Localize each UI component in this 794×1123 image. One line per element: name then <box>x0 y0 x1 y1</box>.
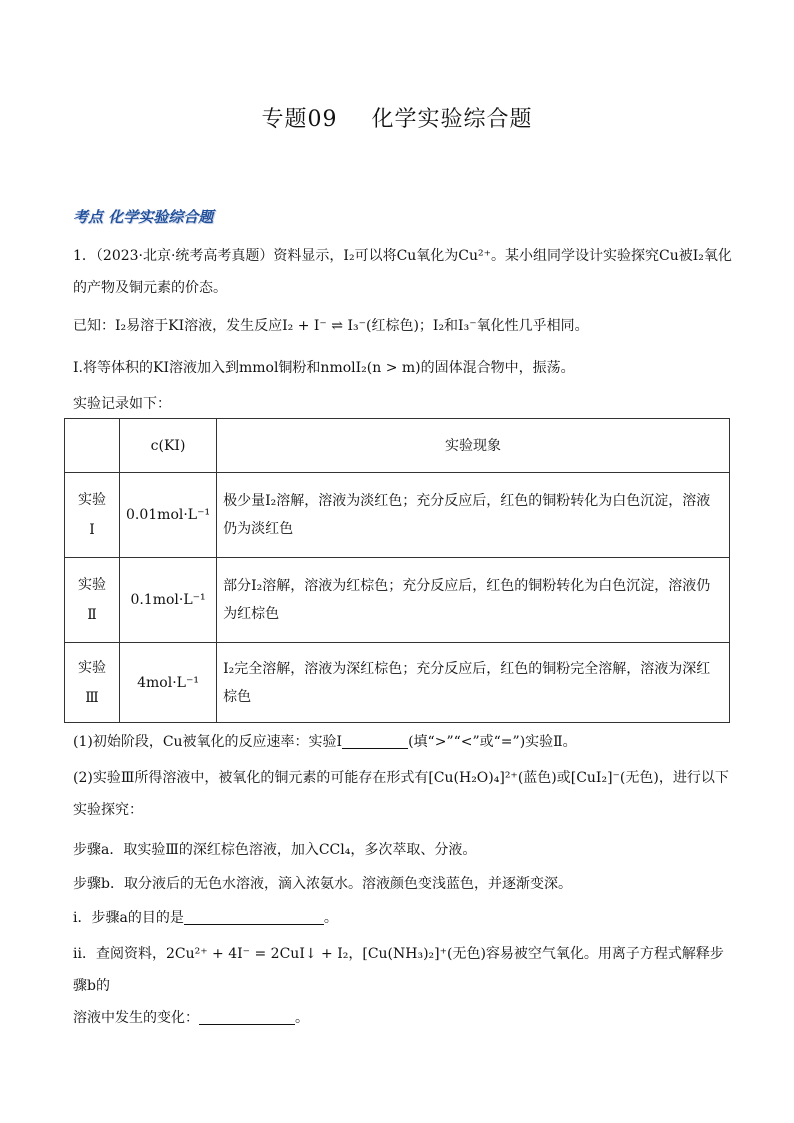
end-mark: 。 <box>295 1010 309 1026</box>
row-conc: 4mol·L⁻¹ <box>120 643 217 723</box>
topic-number: 专题09 <box>261 107 338 132</box>
table-header-empty <box>65 419 120 473</box>
row-label: 实验 Ⅲ <box>65 643 120 723</box>
topic-title: 化学实验综合题 <box>371 107 533 132</box>
question-1-line2: 的产物及铜元素的价态。 <box>73 280 227 296</box>
row-phenomenon: 极少量I₂溶解，溶液为淡红色；充分反应后，红色的铜粉转化为白色沉淀，溶液仍为淡红色 <box>217 473 730 558</box>
row-conc: 0.1mol·L⁻¹ <box>120 558 217 643</box>
table-header-conc: c(KI) <box>120 419 217 473</box>
sub-question-1-tail: (填“>”“<”或“=”)实验Ⅱ。 <box>408 734 577 750</box>
page-title <box>0 102 794 133</box>
table-header-phenomenon: 实验现象 <box>217 419 730 473</box>
experiment-table <box>64 418 730 723</box>
end-mark: 。 <box>323 910 338 926</box>
table-header-row <box>65 419 730 473</box>
step-a: 步骤a．取实验Ⅲ的深红棕色溶液，加入CCl₄，多次萃取、分液。 <box>73 842 477 858</box>
sub-question-i <box>73 902 338 934</box>
row-phenomenon: 部分I₂溶解，溶液为红棕色；充分反应后，红色的铜粉转化为白色沉淀，溶液仍为红棕色 <box>217 558 730 643</box>
row-conc: 0.01mol·L⁻¹ <box>120 473 217 558</box>
sub-question-ii-line1: ⅱ．查阅资料，2Cu²⁺ + 4I⁻ = 2CuI↓ + I₂，[Cu(NH₃)₂]⁺(无色)容易被空气氧化。用离子方程式解释步骤b的 <box>73 946 724 994</box>
row-phenomenon: I₂完全溶解，溶液为深红棕色；充分反应后，红色的铜粉完全溶解，溶液为深红棕色 <box>217 643 730 723</box>
record-intro: 实验记录如下： <box>73 396 171 412</box>
table-row <box>65 558 730 643</box>
answer-blank-i[interactable] <box>184 910 324 925</box>
question-1-intro <box>73 240 733 304</box>
table-row <box>65 643 730 723</box>
section-heading: 考点 化学实验综合题 <box>73 208 214 226</box>
sub-question-ii-line2 <box>73 1002 733 1034</box>
known-info: 已知：I₂易溶于KI溶液，发生反应I₂ + I⁻ ⇌ I₃⁻(红棕色)；I₂和I₃⁻氧化性几乎相同。 <box>73 318 589 334</box>
answer-blank-1[interactable] <box>342 734 408 749</box>
sub-question-2-line1: (2)实验Ⅲ所得溶液中，被氧化的铜元素的可能存在形式有[Cu(H₂O)₄]²⁺(蓝色)或[CuI₂]⁻(无色)，进行以下 <box>73 770 729 786</box>
sub-question-i-text: ⅰ．步骤a的目的是 <box>73 910 184 926</box>
table-row <box>65 473 730 558</box>
step-I-description: I.将等体积的KI溶液加入到mmol铜粉和nmolI₂(n > m)的固体混合物中，振荡。 <box>73 360 575 376</box>
sub-question-ii-label: 溶液中发生的变化： <box>73 1010 199 1026</box>
row-label: 实验 Ⅱ <box>65 558 120 643</box>
row-label: 实验 Ⅰ <box>65 473 120 558</box>
sub-question-2 <box>73 762 733 826</box>
answer-blank-ii[interactable] <box>199 1010 295 1025</box>
step-b: 步骤b．取分液后的无色水溶液，滴入浓氨水。溶液颜色变浅蓝色，并逐渐变深。 <box>73 876 572 892</box>
sub-question-ii <box>73 938 733 1034</box>
sub-question-1 <box>73 726 577 758</box>
sub-question-1-text: (1)初始阶段，Cu被氧化的反应速率：实验Ⅰ <box>73 734 343 750</box>
question-1-line1: 1．（2023·北京·统考高考真题）资料显示，I₂可以将Cu氧化为Cu²⁺。某小组同学设计实验探究Cu被I₂氧化 <box>73 248 732 264</box>
sub-question-2-line2: 实验探究： <box>73 802 143 818</box>
